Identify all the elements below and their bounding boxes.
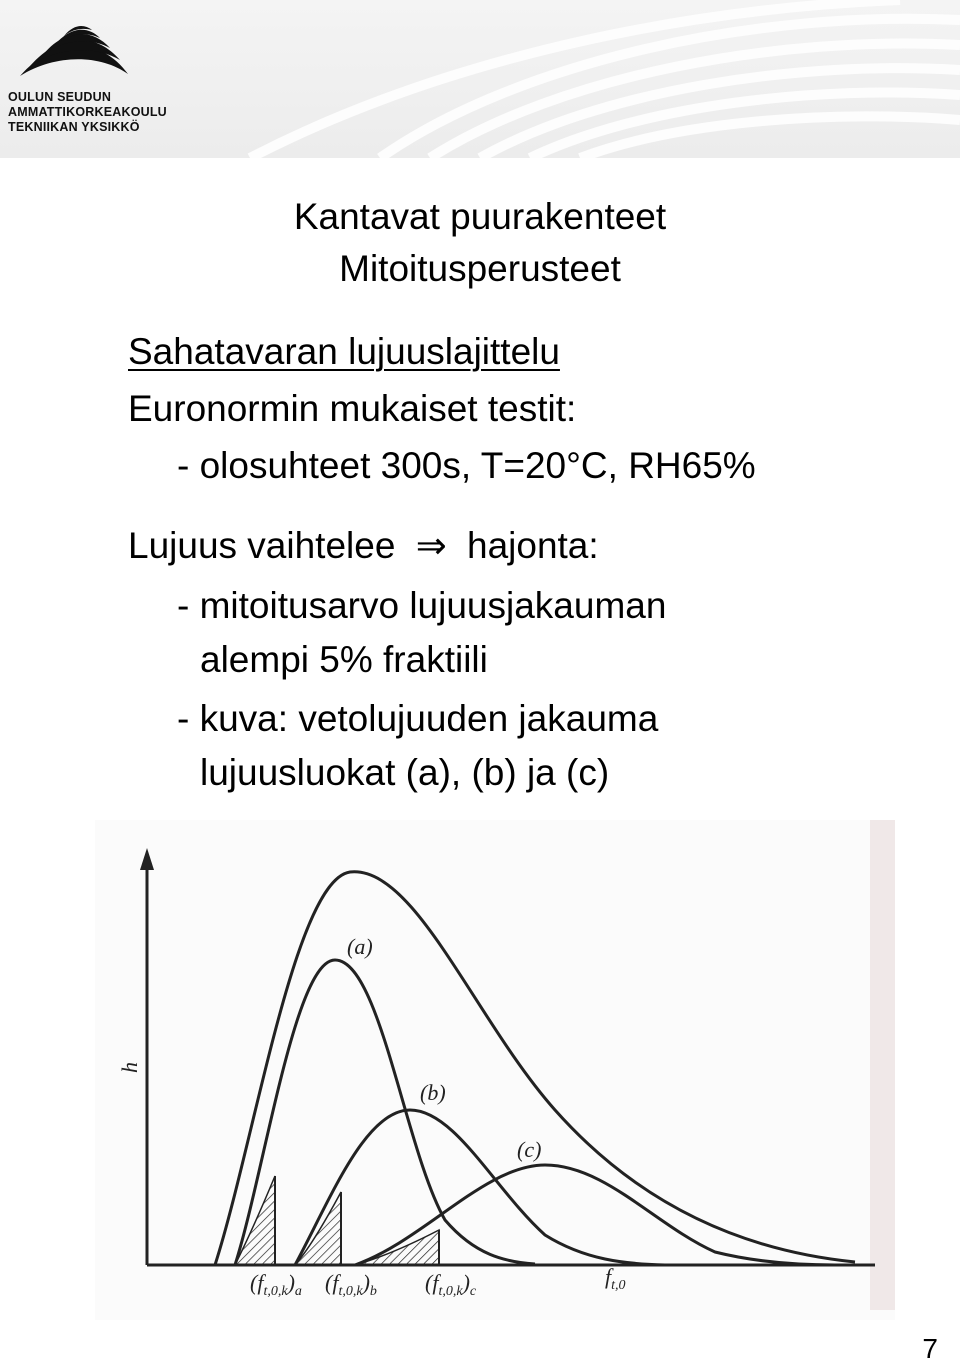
x-label-tag: a	[294, 1284, 302, 1299]
curve-label-b: (b)	[420, 1080, 446, 1105]
bullet-1-line-1: - mitoitusarvo lujuusjakauman	[177, 585, 667, 626]
page-number: 7	[922, 1333, 938, 1364]
x-label-sub: t,0	[611, 1278, 626, 1293]
strength-suffix: hajonta:	[467, 525, 599, 566]
x-label-post: )	[462, 1270, 470, 1295]
strength-distribution-figure	[95, 820, 895, 1320]
strength-line	[128, 522, 599, 570]
logo-line: AMMATTIKORKEAKOULU	[8, 105, 167, 119]
x-label-main: (f	[250, 1270, 264, 1295]
page-title: Kantavat puurakenteet	[293, 196, 667, 237]
x-label-main: f	[605, 1264, 612, 1289]
x-label-post: )	[287, 1270, 295, 1295]
x-label-sub: t,0,k	[338, 1284, 363, 1299]
page-subtitle: Mitoitusperusteet	[339, 248, 621, 289]
x-label-tag: c	[469, 1284, 477, 1299]
x-label-sub: t,0,k	[438, 1284, 463, 1299]
y-axis-label: h	[117, 1062, 142, 1073]
figure-background	[95, 820, 895, 1320]
strength-prefix: Lujuus vaihtelee	[128, 525, 396, 566]
bullet-2-line-1: - kuva: vetolujuuden jakauma	[177, 698, 659, 739]
bullet-2-line-2: lujuusluokat (a), (b) ja (c)	[200, 752, 610, 793]
implies-arrow-icon: ⇒	[415, 525, 447, 566]
x-label-main: (f	[325, 1270, 339, 1295]
curve-label-a: (a)	[347, 934, 373, 959]
conditions-line: - olosuhteet 300s, T=20°C, RH65%	[177, 445, 756, 486]
x-label-post: )	[362, 1270, 370, 1295]
x-label-main: (f	[425, 1270, 439, 1295]
bullet-1-line-2: alempi 5% fraktiili	[200, 639, 488, 680]
tests-line: Euronormin mukaiset testit:	[128, 388, 577, 429]
x-label-sub: t,0,k	[263, 1284, 288, 1299]
logo-line: TEKNIIKAN YKSIKKÖ	[8, 120, 140, 134]
x-label-tag: b	[369, 1284, 377, 1299]
logo-text	[8, 90, 178, 135]
curve-label-c: (c)	[517, 1137, 542, 1162]
scan-edge	[870, 820, 895, 1310]
section-heading: Sahatavaran lujuuslajittelu	[128, 331, 560, 372]
logo-line: OULUN SEUDUN	[8, 90, 112, 104]
